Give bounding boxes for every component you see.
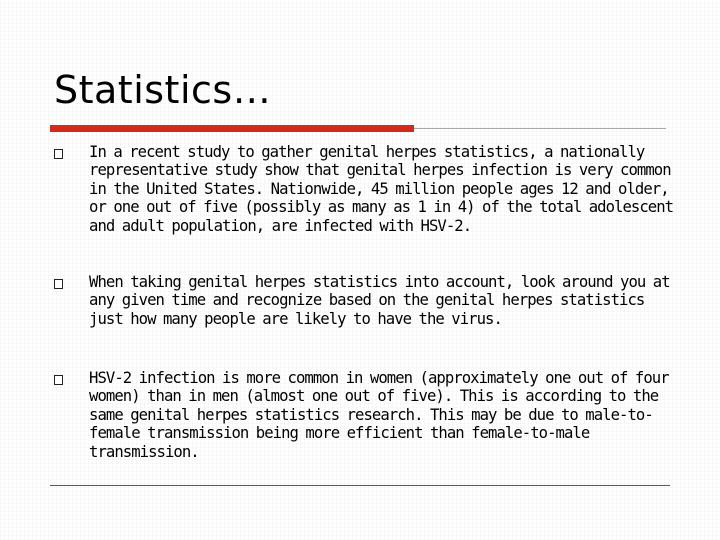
slide-title: Statistics… <box>54 68 272 112</box>
hollow-square-bullet-icon <box>54 375 63 385</box>
bullet-text: When taking genital herpes statistics into account, look around you at any given time and recognize based on the genital herpes statistics just how many people are likely to have the virus. <box>89 273 670 328</box>
bullet-text: In a recent study to gather genital herpes statistics, a nationally representative study show that genital herpes infection is very common in the United States. Nationwide, 45 million people ages 12 and older, or one out of five (possibly as many as 1 in 4) of the total adolescent and adult population, are infected with HSV-2. <box>89 143 674 235</box>
title-underline-divider <box>414 128 666 129</box>
hollow-square-bullet-icon <box>54 149 63 159</box>
hollow-square-bullet-icon <box>54 279 63 289</box>
bullet-text: HSV-2 infection is more common in women (approximately one out of four women) than in men (almost one out of five). This is according to the same genital herpes statistics research. This may be due to male-to-female transmission being more efficient than female-to-male transmission. <box>89 369 669 461</box>
title-underline-accent <box>50 125 414 132</box>
footer-divider <box>50 485 670 486</box>
